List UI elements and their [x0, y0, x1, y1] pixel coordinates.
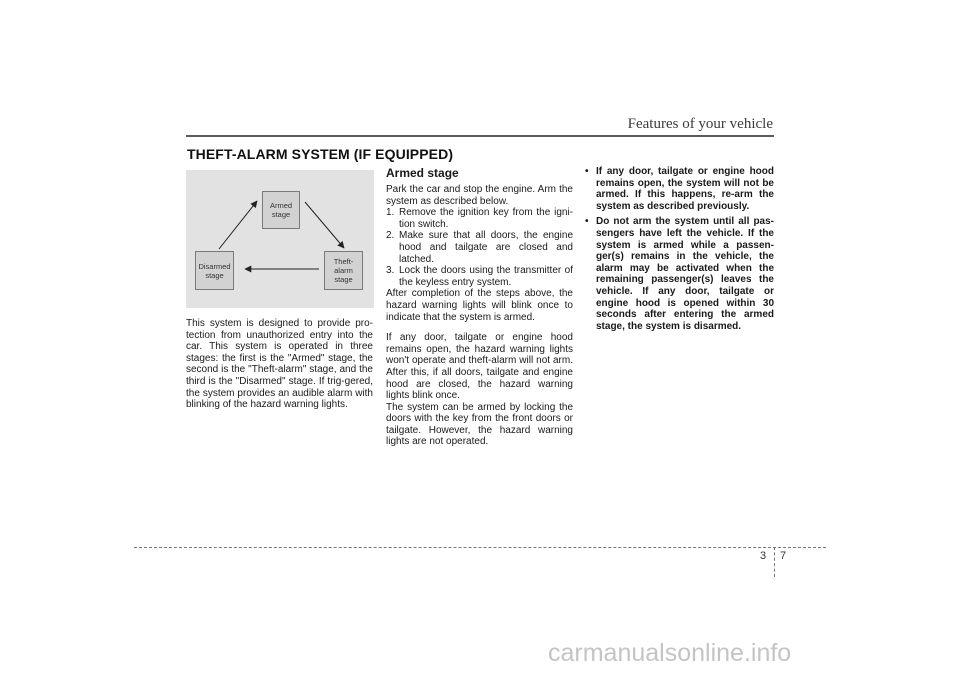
intro-paragraph: This system is designed to provide pro-tection from unauthorized entry into the car. This system is operated in three stages: the first is the "Armed" stage, the second is the "Theft-alarm" stage, and the third is the "Disarmed" stage. If trig-gered, the system provides an audible alarm with blinking of the hazard warning lights. — [186, 318, 373, 411]
running-header: Features of your vehicle — [627, 116, 773, 132]
step-item — [386, 265, 573, 288]
theft-stage-label-2: stage — [334, 275, 353, 284]
armed-stage-column — [386, 166, 573, 448]
bullet-text: If any door, tailgate or engine hood remains open, the system will not be armed. If this happens, re-arm the system as described previously. — [596, 166, 774, 212]
bullet-mark: • — [585, 166, 589, 177]
alarm-stage-diagram — [186, 170, 374, 308]
armed-stage-label-1: Armed — [269, 201, 293, 210]
arrow-armed-to-theft — [305, 202, 344, 248]
disarmed-stage-label-1: Disarmed — [198, 261, 231, 271]
diagram-arrows — [186, 170, 374, 308]
open-door-paragraph: If any door, tailgate or engine hood remains open, the hazard warning lights won't operate and theft-alarm will not arm. After this, if all doors, tailgate and engine hood are closed, the hazard warning lights blink once. — [386, 332, 573, 402]
step-text: Make sure that all doors, the engine hood and tailgate are closed and latched. — [399, 230, 573, 265]
footer-rule — [134, 547, 826, 548]
armed-stage-label-2: stage — [271, 210, 291, 219]
step-number: 3. — [386, 265, 395, 277]
completion-paragraph: After completion of the steps above, the hazard warning lights will blink once to indicate that the system is armed. — [386, 288, 573, 323]
step-number: 1. — [386, 207, 395, 219]
disarmed-stage-label-2: stage — [205, 270, 224, 280]
watermark: carmanualsonline.info — [548, 639, 792, 667]
key-lock-paragraph: The system can be armed by locking the doors with the key from the front doors or tailgate. However, the hazard warning lights are not operated. — [386, 401, 573, 448]
step-item — [386, 230, 573, 265]
chapter-number: 3 — [760, 550, 767, 562]
note-bullet — [585, 166, 774, 212]
header-rule — [186, 135, 774, 137]
theft-stage-label-1: Theft-alarm — [333, 257, 354, 275]
arrow-disarmed-to-armed — [219, 201, 257, 249]
step-text: Remove the ignition key from the igni-tion switch. — [399, 207, 573, 230]
notes-column — [585, 166, 774, 336]
footer-divider — [774, 547, 775, 577]
armed-intro-paragraph: Park the car and stop the engine. Arm the system as described below. — [386, 184, 573, 207]
step-text: Lock the doors using the transmitter of the keyless entry system. — [399, 265, 573, 288]
bullet-mark: • — [585, 216, 589, 228]
step-item — [386, 207, 573, 230]
note-bullet — [585, 216, 774, 332]
page-number: 7 — [780, 550, 787, 562]
bullet-text: Do not arm the system until all pas-sengers have left the vehicle. If the system is armed while a passen-ger(s) remains in the vehicle, the alarm may be activated when the remaining passenger(s) leaves the vehicle. If any door, tailgate or engine hood is opened within 30 seconds after entering the armed stage, the system is disarmed. — [596, 216, 774, 332]
step-number: 2. — [386, 230, 395, 242]
intro-column — [186, 318, 373, 411]
section-title: THEFT-ALARM SYSTEM (IF EQUIPPED) — [187, 146, 454, 162]
armed-stage-heading: Armed stage — [386, 166, 459, 180]
